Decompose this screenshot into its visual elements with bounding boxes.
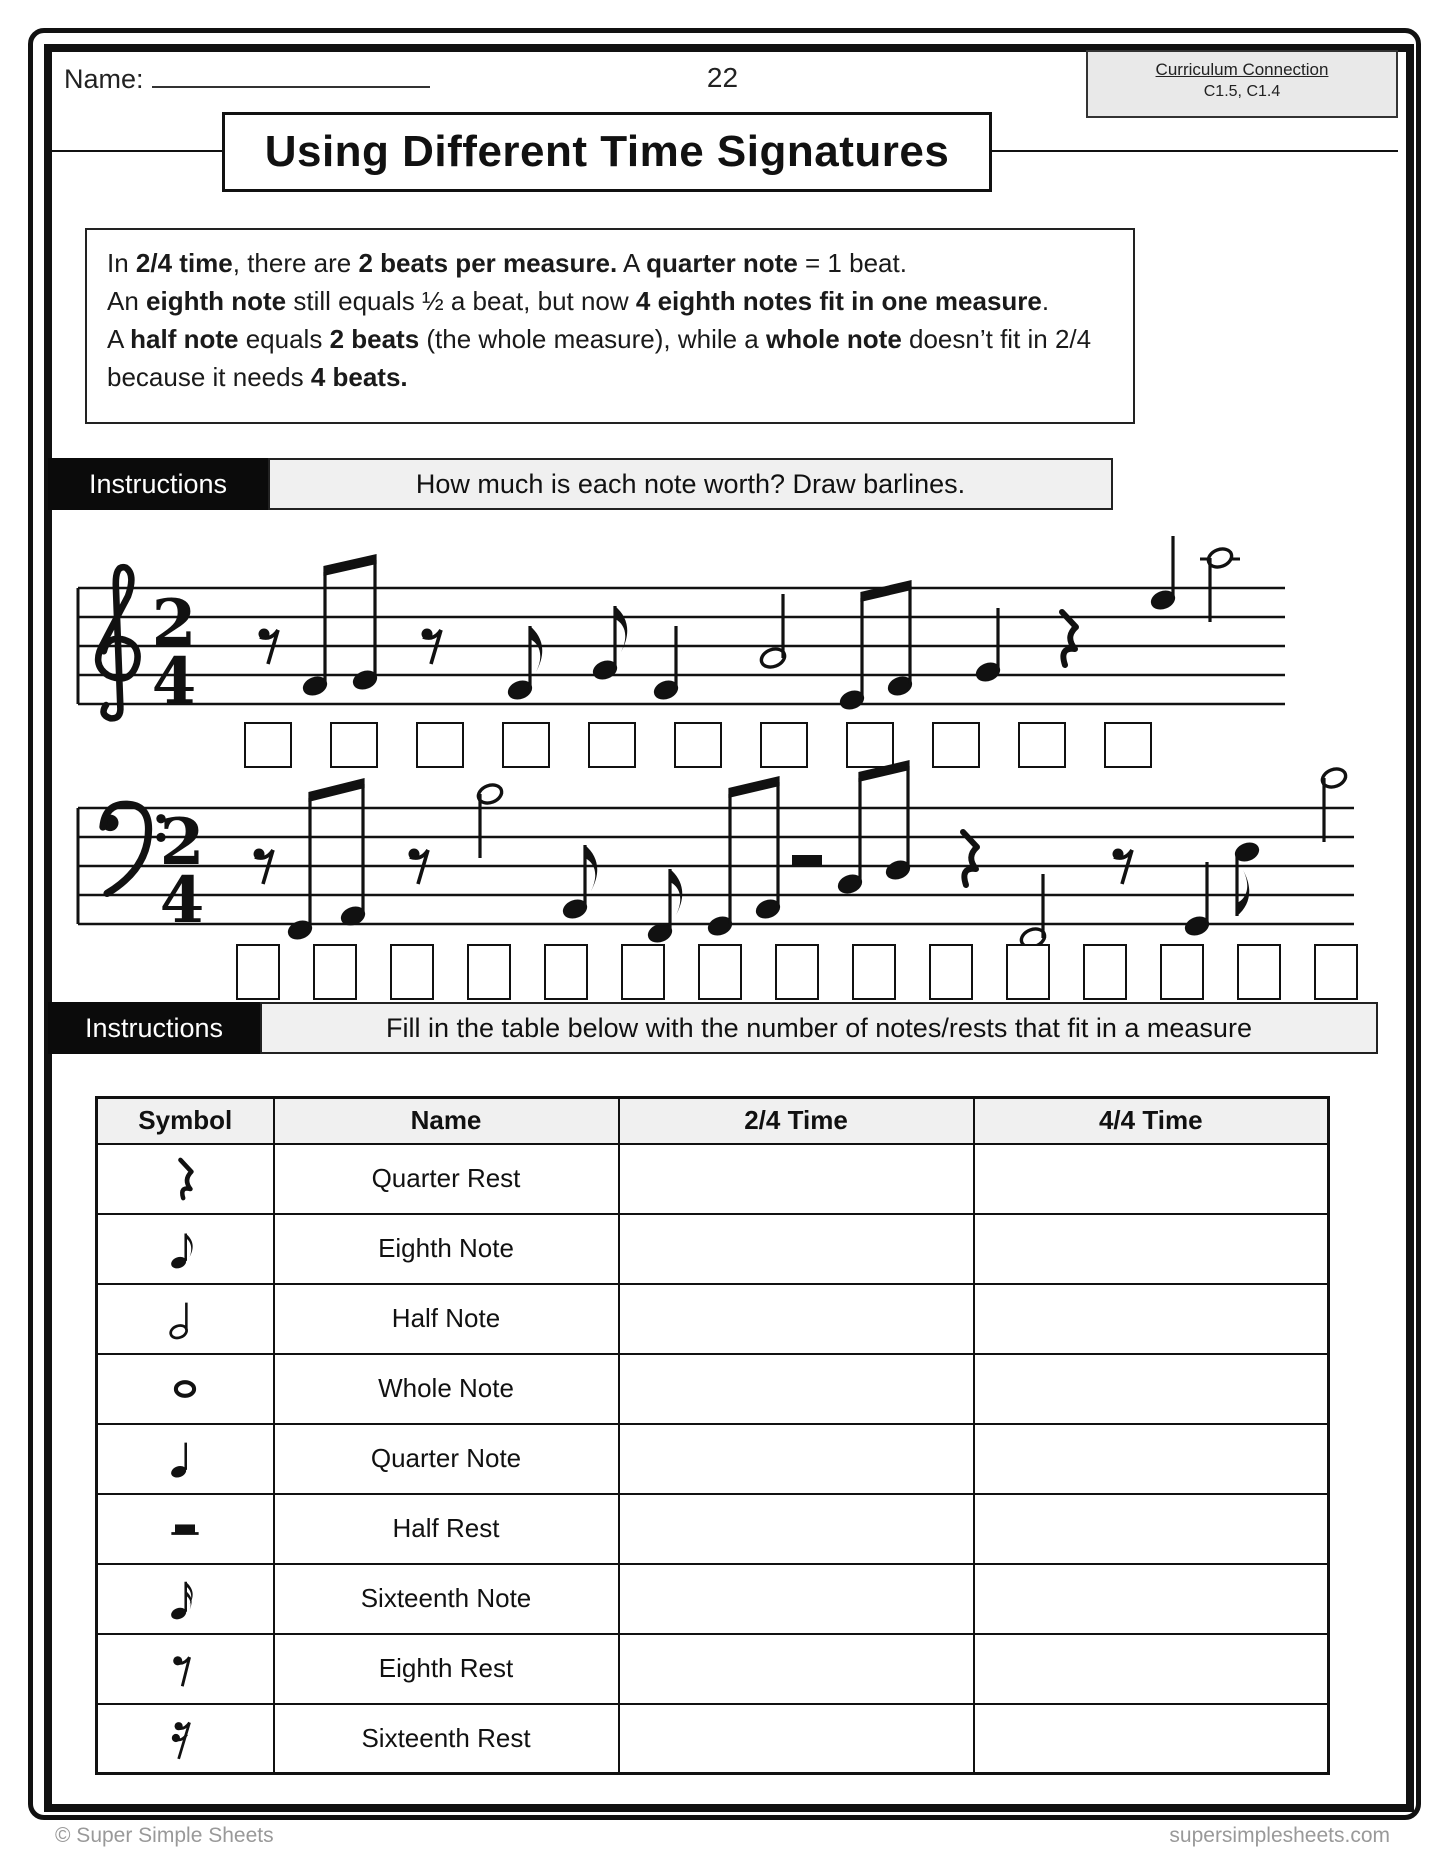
eighth-rest-icon	[97, 1634, 274, 1704]
symbol-name: Eighth Rest	[274, 1634, 619, 1704]
answer-cell-2-4-time[interactable]	[619, 1704, 974, 1774]
staff-treble[interactable]	[70, 520, 1310, 750]
instructions-text-1: How much is each note worth? Draw barlines.	[268, 458, 1113, 510]
page-number: 22	[706, 62, 739, 93]
curriculum-codes: C1.5, C1.4	[1203, 83, 1281, 100]
table-row	[97, 1704, 1329, 1774]
answer-box[interactable]	[698, 944, 742, 1000]
answer-cell-4-4-time[interactable]	[974, 1424, 1329, 1494]
table-header-2-4-time: 2/4 Time	[619, 1098, 974, 1144]
table-row	[97, 1424, 1329, 1494]
svg-text:2: 2	[159, 805, 205, 880]
answer-cell-4-4-time[interactable]	[974, 1284, 1329, 1354]
quarter-note-icon	[97, 1424, 274, 1494]
table-row	[97, 1284, 1329, 1354]
symbol-name: Sixteenth Rest	[274, 1704, 619, 1774]
symbol-name: Quarter Note	[274, 1424, 619, 1494]
table-row	[97, 1634, 1329, 1704]
answer-box[interactable]	[313, 944, 357, 1000]
half-note-icon	[97, 1284, 274, 1354]
answer-cell-4-4-time[interactable]	[974, 1144, 1329, 1214]
table-row	[97, 1354, 1329, 1424]
symbol-name: Half Rest	[274, 1494, 619, 1564]
symbol-name: Half Note	[274, 1284, 619, 1354]
answer-box[interactable]	[236, 944, 280, 1000]
instructions-label-1: Instructions	[48, 458, 268, 510]
svg-text:2: 2	[151, 586, 197, 661]
page-title: Using Different Time Signatures	[264, 127, 950, 176]
answer-cell-2-4-time[interactable]	[619, 1564, 974, 1634]
answer-box[interactable]	[1160, 944, 1204, 1000]
answer-box[interactable]	[852, 944, 896, 1000]
answer-cell-4-4-time[interactable]	[974, 1634, 1329, 1704]
answer-box[interactable]	[1314, 944, 1358, 1000]
answer-cell-4-4-time[interactable]	[974, 1214, 1329, 1284]
svg-text:4: 4	[159, 863, 205, 938]
footer-copyright: © Super Simple Sheets	[55, 1824, 274, 1847]
table-row	[97, 1494, 1329, 1564]
instructions-label-2: Instructions	[48, 1002, 260, 1054]
answer-cell-4-4-time[interactable]	[974, 1704, 1329, 1774]
half-rest-icon	[97, 1494, 274, 1564]
answer-box[interactable]	[467, 944, 511, 1000]
answer-box[interactable]	[1083, 944, 1127, 1000]
answer-cell-2-4-time[interactable]	[619, 1214, 974, 1284]
table-row	[97, 1144, 1329, 1214]
eighth-note-icon	[97, 1214, 274, 1284]
answer-box[interactable]	[621, 944, 665, 1000]
sixteenth-note-icon	[97, 1564, 274, 1634]
info-line: A half note equals 2 beats (the whole measure), while a whole note doesn’t fit in 2/4	[107, 324, 1092, 354]
table-header-symbol: Symbol	[97, 1098, 274, 1144]
answer-cell-2-4-time[interactable]	[619, 1144, 974, 1214]
answer-cell-2-4-time[interactable]	[619, 1494, 974, 1564]
table-row	[97, 1214, 1329, 1284]
info-line: In 2/4 time, there are 2 beats per measure. A quarter note = 1 beat.	[107, 248, 907, 278]
table-header-4-4-time: 4/4 Time	[974, 1098, 1329, 1144]
answer-cell-2-4-time[interactable]	[619, 1284, 974, 1354]
symbol-name: Quarter Rest	[274, 1144, 619, 1214]
table-row	[97, 1564, 1329, 1634]
answer-cell-4-4-time[interactable]	[974, 1564, 1329, 1634]
answer-cell-4-4-time[interactable]	[974, 1494, 1329, 1564]
answer-cell-4-4-time[interactable]	[974, 1354, 1329, 1424]
answer-box[interactable]	[775, 944, 819, 1000]
sixteenth-rest-icon	[97, 1704, 274, 1774]
answer-box-row-2	[236, 944, 1358, 1000]
answer-box[interactable]	[544, 944, 588, 1000]
symbol-name: Eighth Note	[274, 1214, 619, 1284]
table-header-name: Name	[274, 1098, 619, 1144]
whole-note-icon	[97, 1354, 274, 1424]
symbol-name: Sixteenth Note	[274, 1564, 619, 1634]
instructions-text-2: Fill in the table below with the number of notes/rests that fit in a measure	[260, 1002, 1378, 1054]
info-line: An eighth note still equals ½ a beat, but now 4 eighth notes fit in one measure.	[107, 286, 1050, 316]
info-line: because it needs 4 beats.	[107, 362, 408, 392]
answer-box[interactable]	[1006, 944, 1050, 1000]
lesson-info-box	[85, 228, 1135, 424]
answer-box[interactable]	[390, 944, 434, 1000]
answer-box[interactable]	[929, 944, 973, 1000]
svg-text:4: 4	[151, 644, 197, 719]
answer-box[interactable]	[1237, 944, 1281, 1000]
answer-cell-2-4-time[interactable]	[619, 1354, 974, 1424]
curriculum-title: Curriculum Connection	[1155, 60, 1329, 79]
symbol-name: Whole Note	[274, 1354, 619, 1424]
name-label: Name:	[64, 64, 144, 94]
curriculum-connection-box	[1086, 50, 1398, 118]
table-header-row	[97, 1098, 1329, 1144]
answer-cell-2-4-time[interactable]	[619, 1424, 974, 1494]
notes-rests-table	[95, 1096, 1330, 1775]
answer-cell-2-4-time[interactable]	[619, 1634, 974, 1704]
title-box	[222, 112, 992, 192]
quarter-rest-icon	[97, 1144, 274, 1214]
footer-website: supersimplesheets.com	[1169, 1824, 1390, 1847]
